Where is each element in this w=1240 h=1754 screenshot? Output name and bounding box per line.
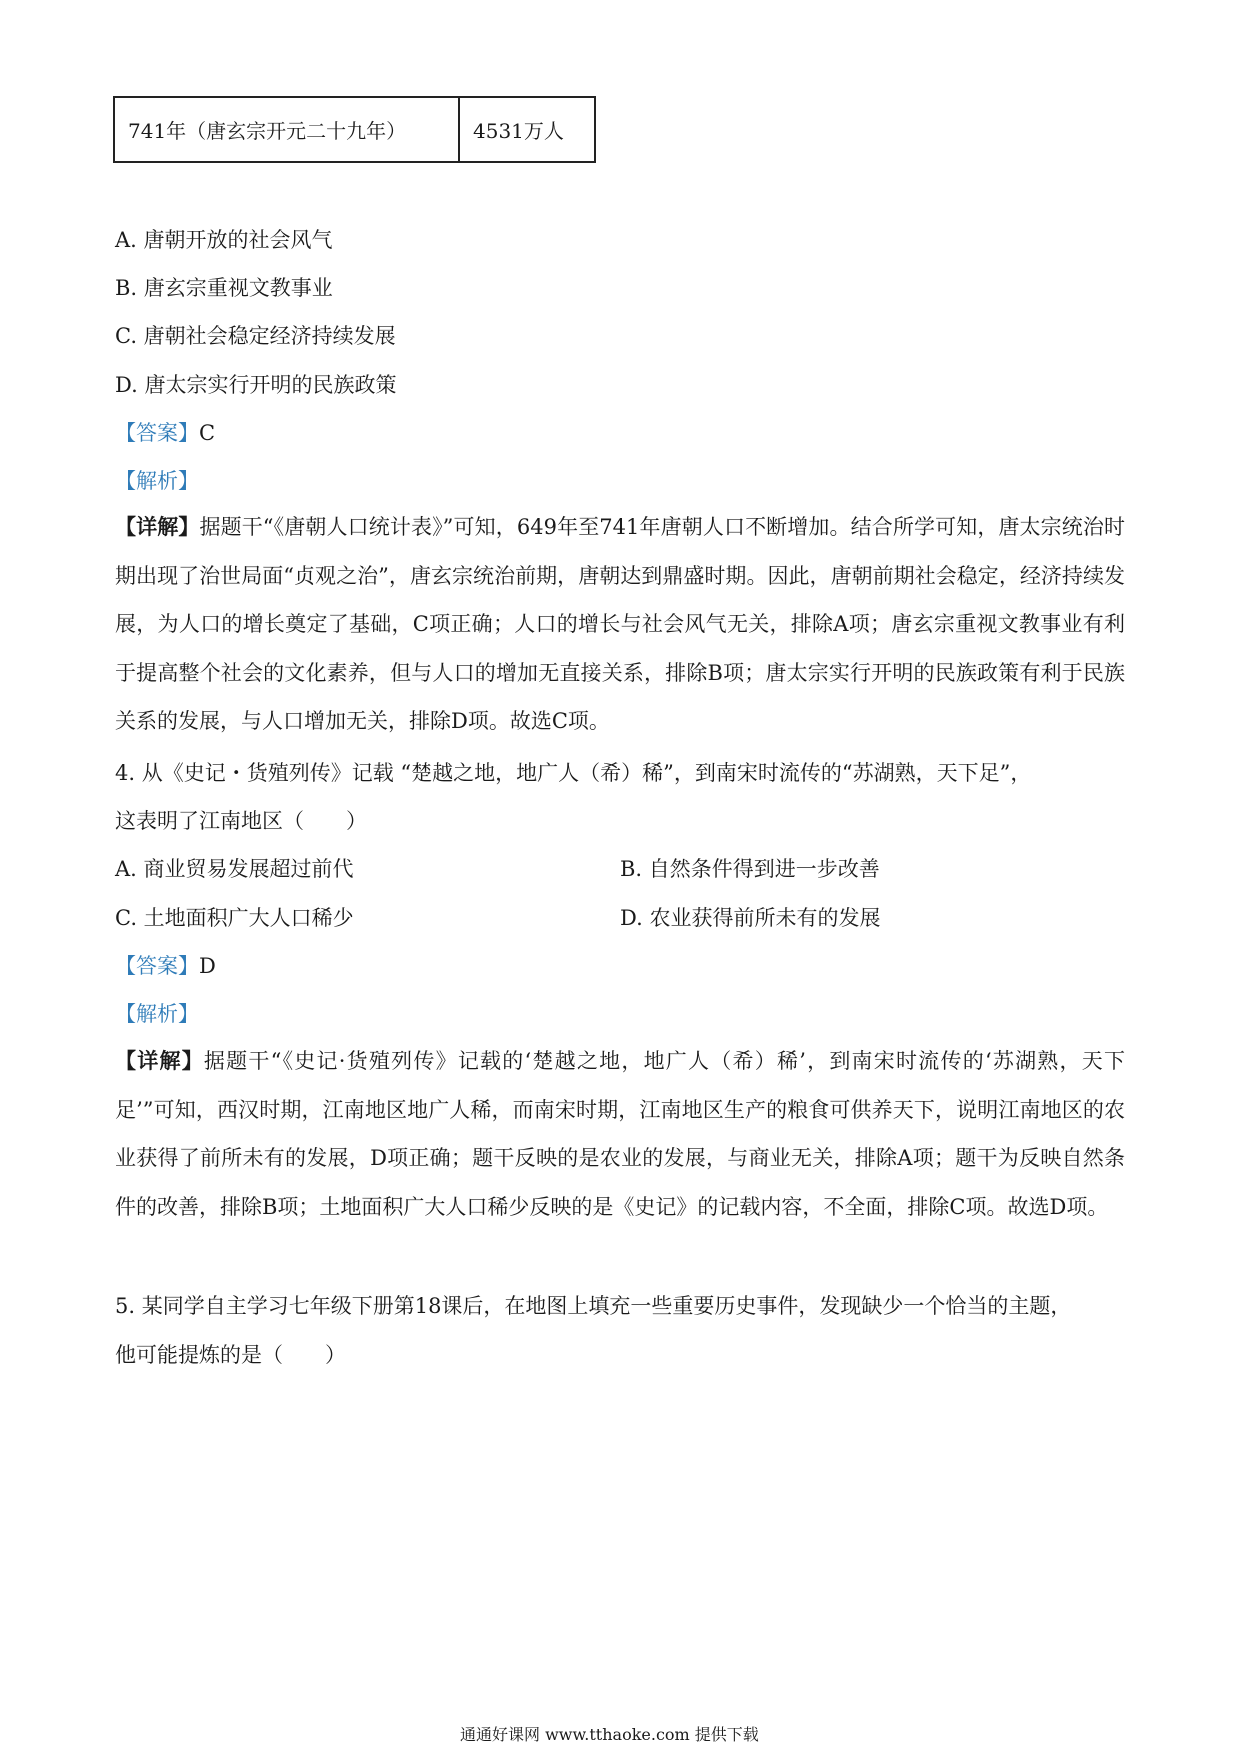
footer-source: 通通好课网 www.tthaoke.com 提供下载 (460, 1725, 759, 1744)
q4-analysis-label: 【解析】 (115, 1002, 199, 1026)
table-cell-population: 4531万人 (459, 97, 595, 162)
population-table (113, 96, 596, 163)
q4-stem-line2: 这表明了江南地区（ ） (115, 809, 367, 833)
answer-label: 【答案】 (115, 954, 199, 978)
q3-option-a: A. 唐朝开放的社会风气 (115, 228, 333, 252)
table-cell-year: 741年（唐玄宗开元二十九年） (114, 97, 459, 162)
q4-option-a: A. 商业贸易发展超过前代 (115, 857, 354, 881)
q4-stem-line1: 4. 从《史记・货殖列传》记载 “楚越之地，地广人（希）稀”，到南宋时流传的“苏湖熟，天下足”， (115, 761, 1032, 785)
q3-detail (115, 503, 1125, 746)
answer-label: 【答案】 (115, 421, 199, 445)
q3-option-b: B. 唐玄宗重视文教事业 (115, 276, 333, 300)
q3-option-c: C. 唐朝社会稳定经济持续发展 (115, 324, 396, 348)
answer-value: D (199, 954, 216, 978)
q3-answer (115, 417, 215, 447)
detail-text: 据题干“《唐朝人口统计表》”可知，649年至741年唐朝人口不断增加。结合所学可知，唐太宗统治时期出现了治世局面“贞观之治”，唐玄宗统治前期，唐朝达到鼎盛时期。因此，唐朝前期社会稳定，经济持续发展，为人口的增长奠定了基础，C项正确；人口的增长与社会风气无关，排除A项；唐玄宗重视文教事业有利于提高整个社会的文化素养，但与人口的增加无直接关系，排除B项；唐太宗实行开明的民族政策有利于民族关系的发展，与人口增加无关，排除D项。故选C项。 (115, 515, 1126, 733)
q4-answer (115, 950, 216, 980)
q3-option-d: D. 唐太宗实行开明的民族政策 (115, 373, 397, 397)
answer-value: C (199, 421, 216, 445)
detail-label: 【详解】 (115, 1048, 204, 1073)
q4-option-b: B. 自然条件得到进一步改善 (620, 857, 880, 881)
detail-label: 【详解】 (115, 514, 200, 539)
table-row (114, 97, 595, 162)
q4-detail (115, 1037, 1125, 1231)
q4-option-d: D. 农业获得前所未有的发展 (620, 906, 881, 930)
q5-stem-line2: 他可能提炼的是（ ） (115, 1343, 346, 1367)
q5-stem-line1: 5. 某同学自主学习七年级下册第18课后，在地图上填充一些重要历史事件，发现缺少一个恰当的主题， (115, 1294, 1072, 1318)
detail-text: 据题干“《史记·货殖列传》记载的‘楚越之地，地广人（希）稀’，到南宋时流传的‘苏湖熟，天下足’”可知，西汉时期，江南地区地广人稀，而南宋时期，江南地区生产的粮食可供养天下，说明江南地区的农业获得了前所未有的发展，D项正确；题干反映的是农业的发展，与商业无关，排除A项；题干为反映自然条件的改善，排除B项；土地面积广大人口稀少反映的是《史记》的记载内容，不全面，排除C项。故选D项。 (115, 1049, 1125, 1219)
q3-analysis-label: 【解析】 (115, 469, 199, 493)
q4-option-c: C. 土地面积广大人口稀少 (115, 906, 354, 930)
